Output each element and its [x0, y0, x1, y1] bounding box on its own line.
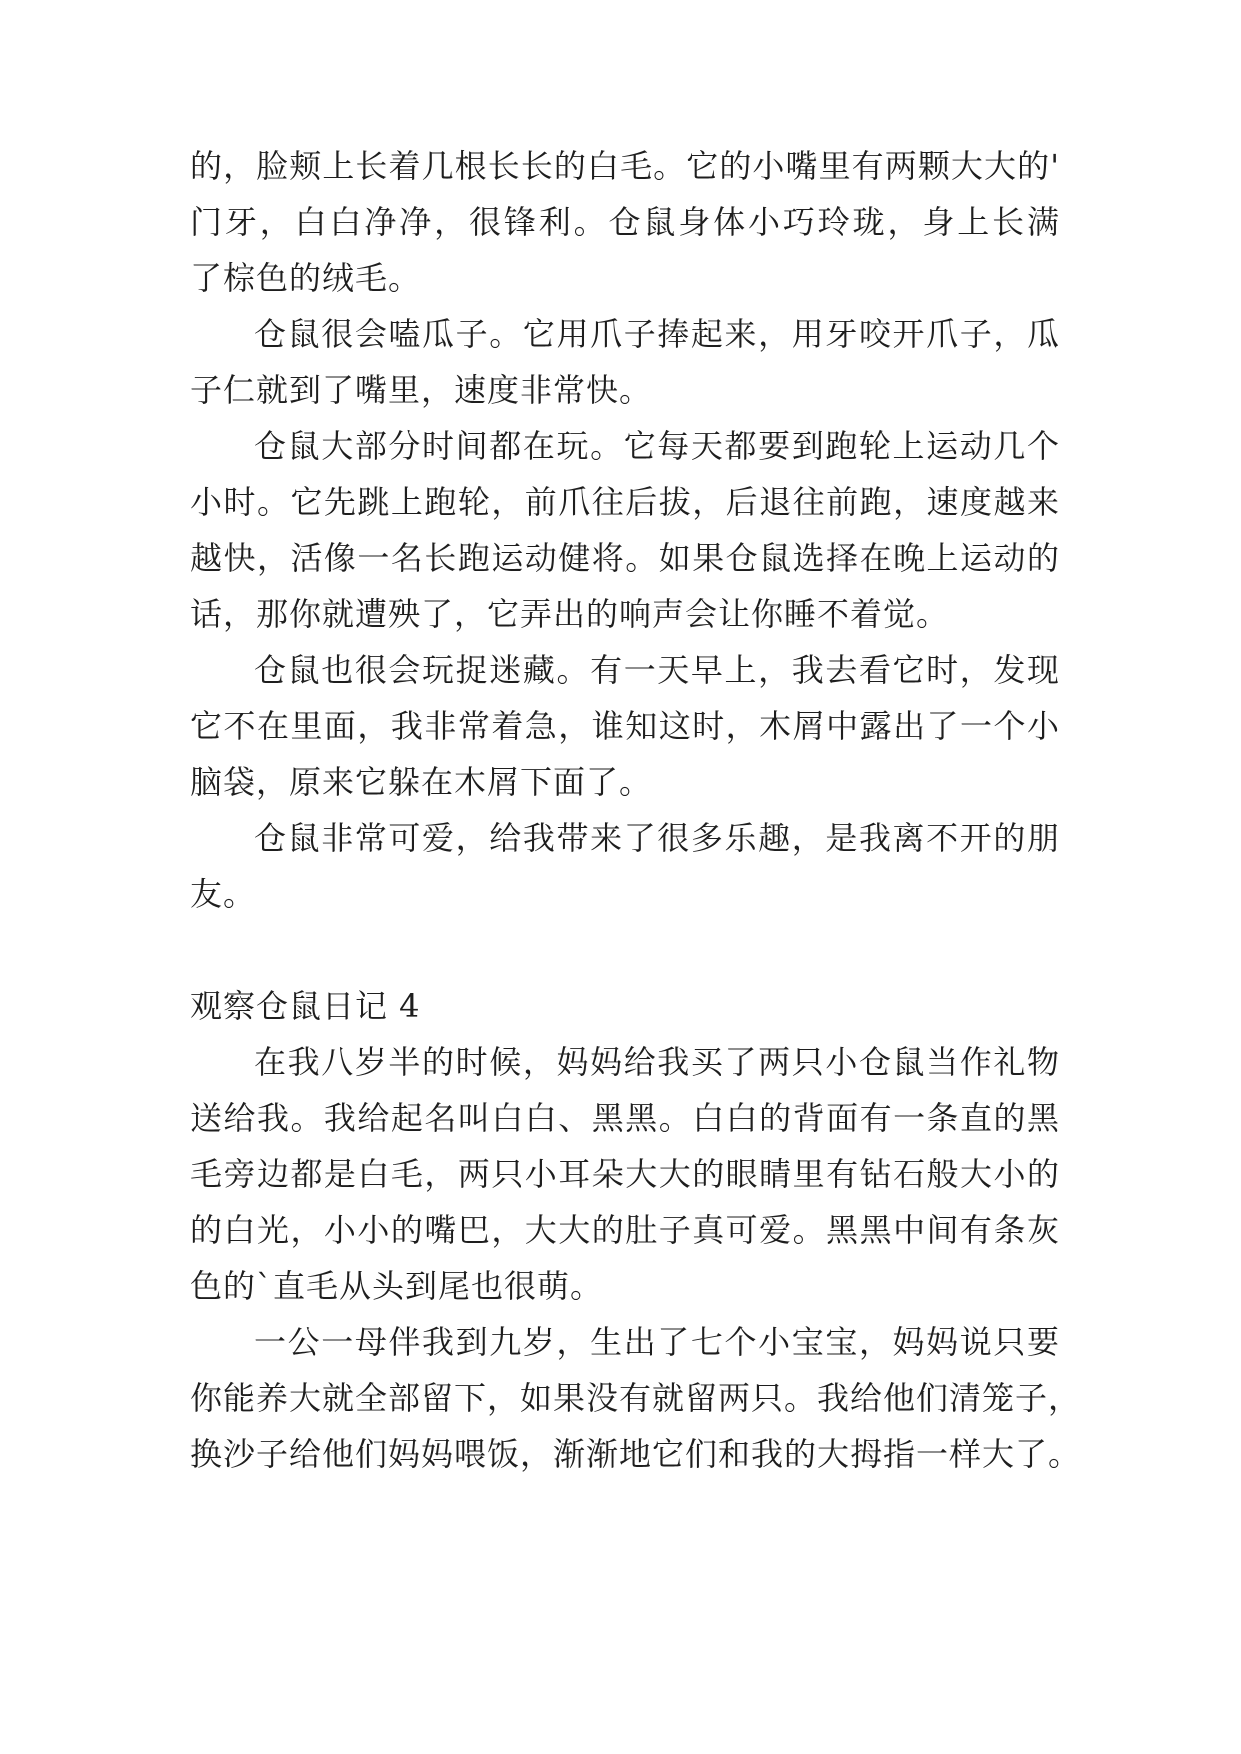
paragraph-line: 它不在里面，我非常着急，谁知这时，木屑中露出了一个小: [190, 707, 1060, 745]
section-heading: 观察仓鼠日记 4: [190, 987, 421, 1025]
paragraph-line: 了棕色的绒毛。: [190, 259, 422, 297]
paragraph-first-line: 仓鼠也很会玩捉迷藏。有一天早上，我去看它时，发现: [254, 651, 1060, 689]
paragraph-line: 脑袋，原来它躲在木屑下面了。: [190, 763, 653, 801]
paragraph-line: 的白光，小小的嘴巴，大大的肚子真可爱。黑黑中间有条灰: [190, 1211, 1060, 1249]
paragraph-line: 的，脸颊上长着几根长长的白毛。它的小嘴里有两颗大大的': [190, 147, 1060, 185]
paragraph-line: 小时。它先跳上跑轮，前爪往后拔，后退往前跑，速度越来: [190, 483, 1060, 521]
paragraph-line: 越快，活像一名长跑运动健将。如果仓鼠选择在晚上运动的: [190, 539, 1060, 577]
paragraph-line: 友。: [190, 875, 257, 913]
paragraph-line: 子仁就到了嘴里，速度非常快。: [190, 371, 653, 409]
paragraph-first-line: 一公一母伴我到九岁，生出了七个小宝宝，妈妈说只要: [254, 1323, 1060, 1361]
paragraph-first-line: 在我八岁半的时候，妈妈给我买了两只小仓鼠当作礼物: [254, 1043, 1060, 1081]
paragraph-first-line: 仓鼠非常可爱，给我带来了很多乐趣，是我离不开的朋: [254, 819, 1060, 857]
paragraph-line: 你能养大就全部留下，如果没有就留两只。我给他们清笼子，: [190, 1379, 1082, 1417]
paragraph-line: 换沙子给他们妈妈喂饭，渐渐地它们和我的大拇指一样大了。: [190, 1435, 1082, 1473]
paragraph-line: 毛旁边都是白毛，两只小耳朵大大的眼睛里有钻石般大小的: [190, 1155, 1060, 1193]
paragraph-line: 送给我。我给起名叫白白、黑黑。白白的背面有一条直的黑: [190, 1099, 1060, 1137]
paragraph-line: 色的`直毛从头到尾也很萌。: [190, 1267, 604, 1305]
paragraph-line: 话，那你就遭殃了，它弄出的响声会让你睡不着觉。: [190, 595, 950, 633]
paragraph-first-line: 仓鼠很会嗑瓜子。它用爪子捧起来，用牙咬开爪子，瓜: [254, 315, 1060, 353]
paragraph-first-line: 仓鼠大部分时间都在玩。它每天都要到跑轮上运动几个: [254, 427, 1060, 465]
paragraph-line: 门牙，白白净净，很锋利。仓鼠身体小巧玲珑，身上长满: [190, 203, 1060, 241]
